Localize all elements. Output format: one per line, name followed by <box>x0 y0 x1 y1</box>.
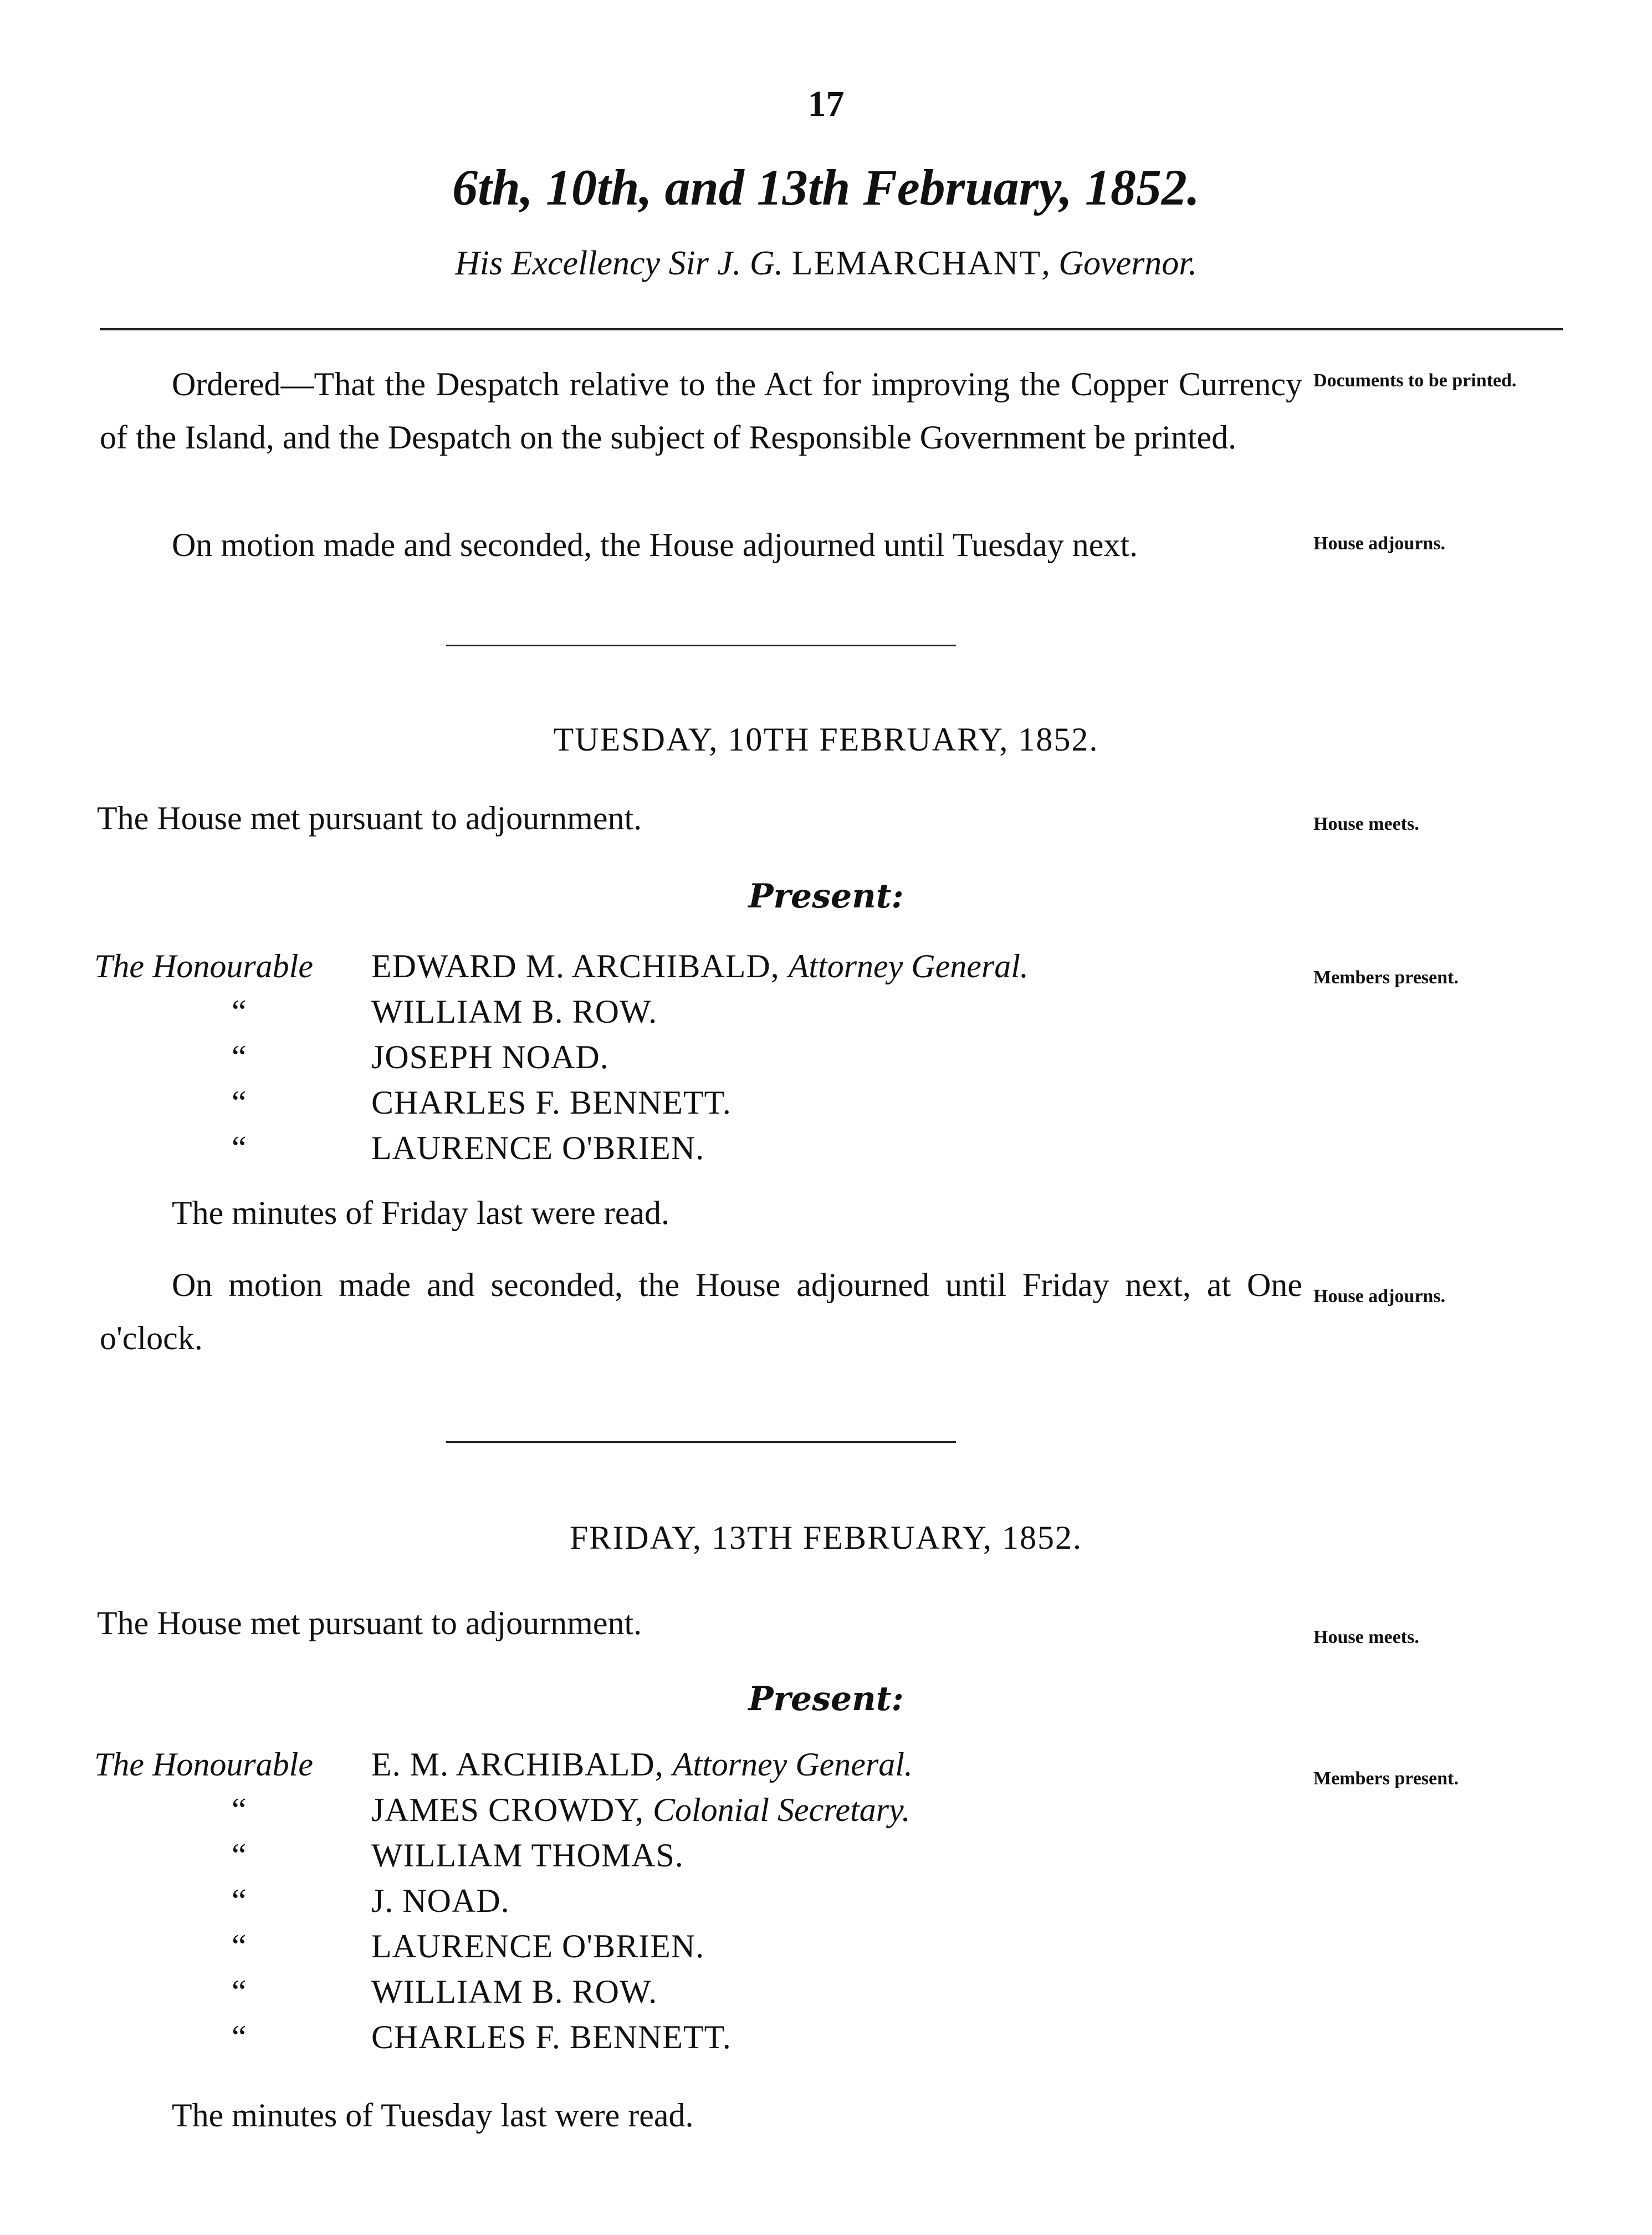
member-office: Attorney General. <box>672 1746 913 1783</box>
member-name: J. NOAD. <box>371 1882 510 1919</box>
ditto-mark: “ <box>232 1039 247 1075</box>
member-prefix: The Honourable <box>94 1746 313 1783</box>
governor-name: LEMARCHANT <box>791 244 1042 282</box>
ditto-mark: “ <box>232 1837 247 1874</box>
tuesday-margin-adjourns: House adjourns. <box>1313 1286 1446 1307</box>
section-divider-1 <box>446 645 956 646</box>
friday-present-label: Present: <box>748 1680 904 1718</box>
section-divider-2 <box>446 1441 956 1443</box>
ditto-mark: “ <box>232 1928 247 1964</box>
friday-heading: FRIDAY, 13TH FEBRUARY, 1852. <box>569 1519 1083 1556</box>
friday-margin-meets: House meets. <box>1313 1627 1419 1647</box>
member-name: EDWARD M. ARCHIBALD, Attorney General. <box>371 948 1029 984</box>
governor-prefix: His Excellency Sir J. G. <box>455 244 792 282</box>
page-heading: 6th, 10th, and 13th February, 1852. <box>452 159 1200 216</box>
tuesday-heading: TUESDAY, 10TH FEBRUARY, 1852. <box>553 721 1099 758</box>
member-name: E. M. ARCHIBALD, Attorney General. <box>371 1746 913 1783</box>
member-name: JOSEPH NOAD. <box>371 1039 609 1075</box>
header-rule <box>100 328 1563 330</box>
member-name: WILLIAM B. ROW. <box>371 1973 658 2010</box>
tuesday-minutes-text: The minutes of Friday last were read. <box>172 1195 670 1231</box>
governor-line <box>0 244 1652 283</box>
member-name: CHARLES F. BENNETT. <box>371 1084 732 1121</box>
member-name: CHARLES F. BENNETT. <box>371 2019 732 2055</box>
member-office: Attorney General. <box>788 948 1029 984</box>
ditto-mark: “ <box>232 993 247 1030</box>
tuesday-adjourn-text: On motion made and seconded, the House adjourned until Friday next, at One o'clock. <box>100 1267 1302 1356</box>
tuesday-met-text: The House met pursuant to adjournment. <box>97 800 642 836</box>
tuesday-margin-members: Members present. <box>1313 967 1459 988</box>
friday-margin-members: Members present. <box>1313 1768 1459 1789</box>
tuesday-margin-meets: House meets. <box>1313 814 1419 834</box>
ditto-mark: “ <box>232 1882 247 1919</box>
ditto-mark: “ <box>232 1084 247 1121</box>
margin-note-documents: Documents to be printed. <box>1313 370 1517 391</box>
member-name: LAURENCE O'BRIEN. <box>371 1130 705 1166</box>
ordered-paragraph: Ordered—That the Despatch relative to the Act for improving the Copper Currency of the Island, and the Despatch on the subject of Responsible Government be printed. <box>100 366 1302 456</box>
friday-minutes-text: The minutes of Tuesday last were read. <box>172 2097 694 2134</box>
tuesday-present-label: Present: <box>748 877 904 916</box>
margin-note-adjourns-1: House adjourns. <box>1313 533 1446 554</box>
member-name: WILLIAM B. ROW. <box>371 993 658 1030</box>
ditto-mark: “ <box>232 1973 247 2010</box>
member-name: WILLIAM THOMAS. <box>371 1837 684 1874</box>
ditto-mark: “ <box>232 1130 247 1166</box>
member-prefix: The Honourable <box>94 948 313 984</box>
adjourn-text-1: On motion made and seconded, the House adjourned until Tuesday next. <box>172 527 1138 563</box>
governor-suffix: , Governor. <box>1041 244 1197 282</box>
member-name: JAMES CROWDY, Colonial Secretary. <box>371 1792 911 1828</box>
member-name: LAURENCE O'BRIEN. <box>371 1928 705 1964</box>
ditto-mark: “ <box>232 2019 247 2055</box>
friday-met-text: The House met pursuant to adjournment. <box>97 1605 642 1641</box>
ditto-mark: “ <box>232 1792 247 1828</box>
page-number: 17 <box>807 84 845 124</box>
member-office: Colonial Secretary. <box>652 1792 911 1828</box>
